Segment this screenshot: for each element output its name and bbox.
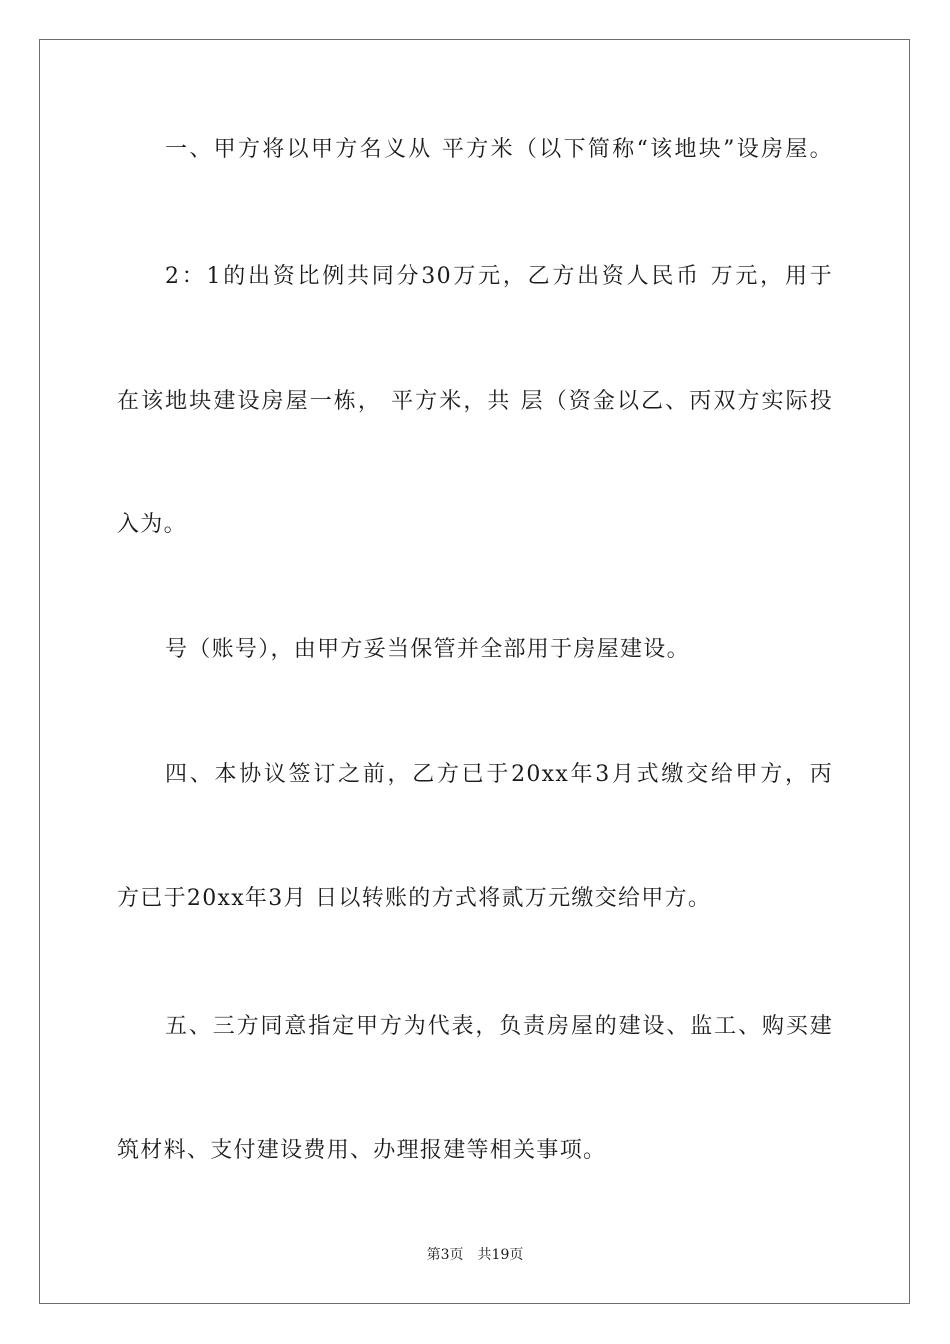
paragraph-line: 四、本协议签订之前，乙方已于20xx年3月式缴交给甲方，丙 — [165, 762, 833, 787]
paragraph-line: 筑材料、支付建设费用、办理报建等相关事项。 — [117, 1138, 607, 1163]
paragraph-line: 一、甲方将以甲方名义从 平方米（以下简称“该地块”设房屋。 — [165, 137, 833, 162]
paragraph-line: 入为。 — [117, 512, 187, 537]
page-border — [39, 39, 910, 1304]
paragraph-line: 五、三方同意指定甲方为代表，负责房屋的建设、监工、购买建 — [165, 1014, 833, 1039]
paragraph-line: 2：1的出资比例共同分30万元，乙方出资人民币 万元，用于 — [165, 264, 833, 289]
paragraph-line: 方已于20xx年3月 日以转账的方式将贰万元缴交给甲方。 — [117, 886, 712, 911]
paragraph-line: 号（账号），由甲方妥当保管并全部用于房屋建设。 — [165, 637, 690, 662]
page-footer — [0, 1245, 950, 1265]
page-total: 共19页 — [477, 1247, 524, 1263]
paragraph-line: 在该地块建设房屋一栋， 平方米，共 层（资金以乙、丙双方实际投 — [117, 389, 833, 414]
page-number: 第3页 — [426, 1247, 464, 1263]
